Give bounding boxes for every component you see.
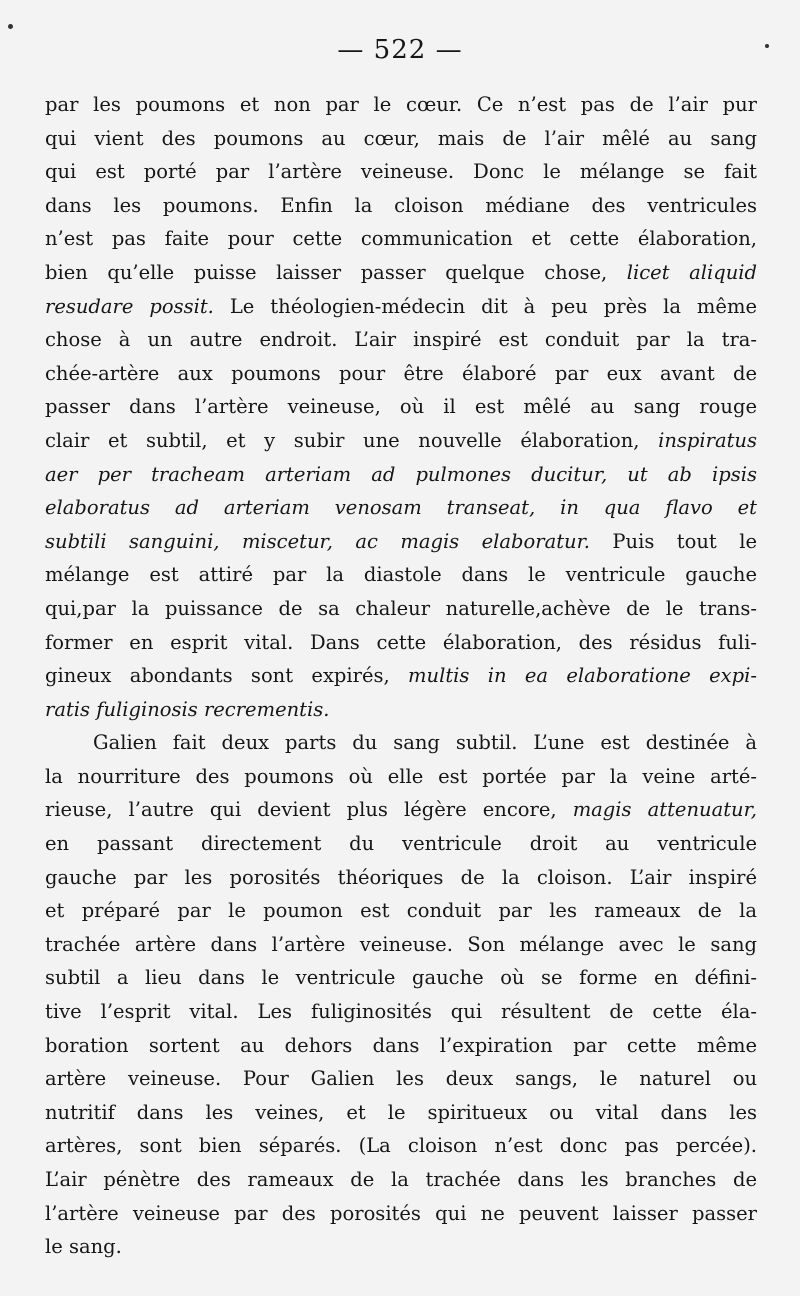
text-run: le sang. [45,1235,122,1259]
text-run: nutritif dans les veines, et le spiritueux ou vital dans les [45,1100,757,1124]
text-run: subtil a lieu dans le ventricule gauche où se forme en défini- [45,966,757,990]
text-line [45,760,757,794]
latin-quote: ratis fuliginosis recrementis. [45,697,330,721]
text-run: Galien fait deux parts du sang subtil. L’une est destinée à [93,731,757,755]
text-run: artère veineuse. Pour Galien les deux sangs, le naturel ou [45,1067,757,1091]
text-run: chose à un autre endroit. L’air inspiré est conduit par la tra- [45,328,757,352]
body-text [45,88,757,1264]
text-line [45,1163,757,1197]
text-line [45,1129,757,1163]
text-line [45,592,757,626]
text-run: L’air pénètre des rameaux de la trachée dans les branches de [45,1168,757,1191]
text-line [45,827,757,861]
text-run: gineux abondants sont expirés, [45,664,409,688]
text-run: chée-artère aux poumons pour être élaboré par eux avant de [45,361,757,385]
text-run: qui,par la puissance de sa chaleur naturelle,achève de le trans- [45,596,757,620]
text-line [45,122,757,156]
text-line [45,1230,757,1264]
text-line [45,1197,757,1231]
text-line [45,189,757,223]
text-line [45,491,757,525]
text-line [45,928,757,962]
text-line [45,626,757,660]
text-run: artères, sont bien séparés. (La cloison n’est donc pas percée). [45,1134,757,1158]
text-run: mélange est attiré par la diastole dans le ventricule gauche [45,563,757,587]
latin-quote: aer per tracheam arteriam ad pulmones ducitur, ut ab ipsis [45,462,757,486]
text-line [45,525,757,559]
margin-speck [8,24,13,29]
text-run: qui est porté par l’artère veineuse. Donc le mélange se fait [45,160,757,184]
text-line [45,323,757,357]
text-line [45,1062,757,1096]
text-run: bien qu’elle puisse laisser passer quelque chose, [45,260,627,284]
text-run: boration sortent au dehors dans l’expiration par cette même [45,1033,757,1057]
text-run: en passant directement du ventricule droit au ventricule [45,832,757,856]
latin-quote: elaboratus ad arteriam venosam transeat, in qua flavo et [45,496,757,520]
text-line [45,88,757,122]
text-line [45,558,757,592]
text-run: dans les poumons. Enfin la cloison médiane des ventricules [45,193,757,217]
latin-quote: multis in ea elaboratione expi- [408,664,757,688]
latin-quote: resudare possit. [45,294,214,318]
latin-quote: inspiratus [658,428,757,452]
text-run: Le théologien-médecin dit à peu près la même [213,294,757,318]
text-run: passer dans l’artère veineuse, où il est mêlé au sang rouge [45,395,757,419]
text-line [45,256,757,290]
text-run: rieuse, l’autre qui devient plus légère encore, [45,798,573,822]
text-line [45,726,757,760]
text-line [45,693,757,727]
text-line [45,290,757,324]
text-run: qui vient des poumons au cœur, mais de l’air mêlé au sang [45,126,757,150]
text-line [45,894,757,928]
text-run: par les poumons et non par le cœur. Ce n’est pas de l’air pur [45,93,757,116]
text-line [45,961,757,995]
text-line [45,458,757,492]
text-line [45,357,757,391]
text-run: former en esprit vital. Dans cette élaboration, des résidus fuli- [45,630,757,654]
text-run: gauche par les porosités théoriques de la cloison. L’air inspiré [45,865,757,889]
text-run: tive l’esprit vital. Les fuliginosités qui résultent de cette éla- [45,1000,757,1024]
latin-quote: subtili sanguini, miscetur, ac magis elaboratur. [45,529,590,553]
text-line [45,222,757,256]
text-run: l’artère veineuse par des porosités qui ne peuvent laisser passer [45,1201,757,1225]
text-line [45,155,757,189]
text-line [45,659,757,693]
latin-quote: licet aliquid [626,260,757,284]
text-line [45,861,757,895]
text-line [45,1029,757,1063]
text-line [45,793,757,827]
text-run: n’est pas faite pour cette communication et cette élaboration, [45,227,757,251]
page-number: — 522 — [337,35,463,65]
text-line [45,390,757,424]
text-line [45,1096,757,1130]
text-run: la nourriture des poumons où elle est portée par la veine arté- [45,764,757,788]
text-line [45,424,757,458]
text-run: et préparé par le poumon est conduit par les rameaux de la [45,899,757,923]
latin-quote: magis attenuatur, [572,798,757,822]
text-run: Puis tout le [589,529,757,553]
text-line [45,995,757,1029]
text-run: trachée artère dans l’artère veineuse. Son mélange avec le sang [45,932,757,956]
text-run: clair et subtil, et y subir une nouvelle élaboration, [45,428,659,452]
